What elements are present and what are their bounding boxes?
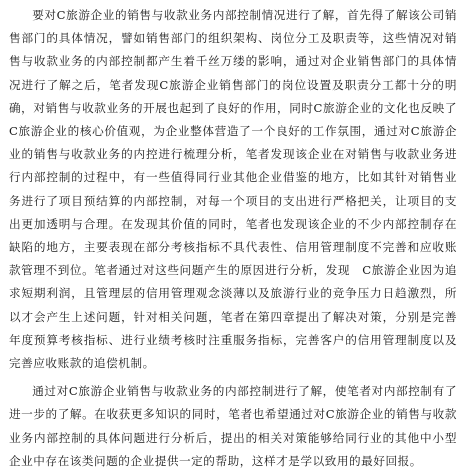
body-paragraph-2: 通过对C旅游企业销售与收款业务的内部控制进行了解，使笔者对内部控制有了进一步的了解。在收获更多知识的同时，笔者也希望通过对C旅游企业的销售与收款业务内部控制的具体问题进行分析后，提出的相关对策能够给同行业的其他中小型企业中存在该类问题的企业提供一定的帮助，这样才是学以致用的最好回报。 [9,384,457,468]
body-paragraph-1: 要对C旅游企业的销售与收款业务内部控制情况进行了解，首先得了解该公司销售部门的具体情况，譬如销售部门的组织架构、岗位分工及职责等，这些情况对销售与收款业务的内部控制都产生着千丝万缕的影响，通过对企业销售部门的具体情况进行了解之后，笔者发现C旅游企业销售部门的岗位设置及职责分工都十分的明确，对销售与收款业务的开展也起到了良好的作用，同时C旅游企业的文化也反映了C旅游企业的核心价值观，为企业整体营造了一个良好的工作氛围，通过对C旅游企业的销售与收款业务的内控进行梳理分析，笔者发现该企业在对销售与收款业务进行内部控制的过程中，有一些值得同行业其他企业借鉴的地方，比如其针对销售业务进行了项目预结算的内部控制，对每一个项目的支出进行严格把关，让项目的支出更加透明与合理。在发现其价值的同时，笔者也发现该企业的不少内部控制存在缺陷的地方，主要表现在部分考核指标不具代表性、信用管理制度不完善和应收账款管理不到位。笔者通过对这些问题产生的原因进行分析，发现 C旅游企业因为追求短期利润，且管理层的信用管理观念淡薄以及旅游行业的竞争压力日趋激烈，所以才会产生上述问题，针对相关问题，笔者在第四章提出了解决对策，分别是完善年度预算考核指标、进行业绩考核时注重服务指标，完善客户的信用管理制度以及完善应收账款的追偿机制。 [9,8,457,371]
document-page [9,4,457,473]
